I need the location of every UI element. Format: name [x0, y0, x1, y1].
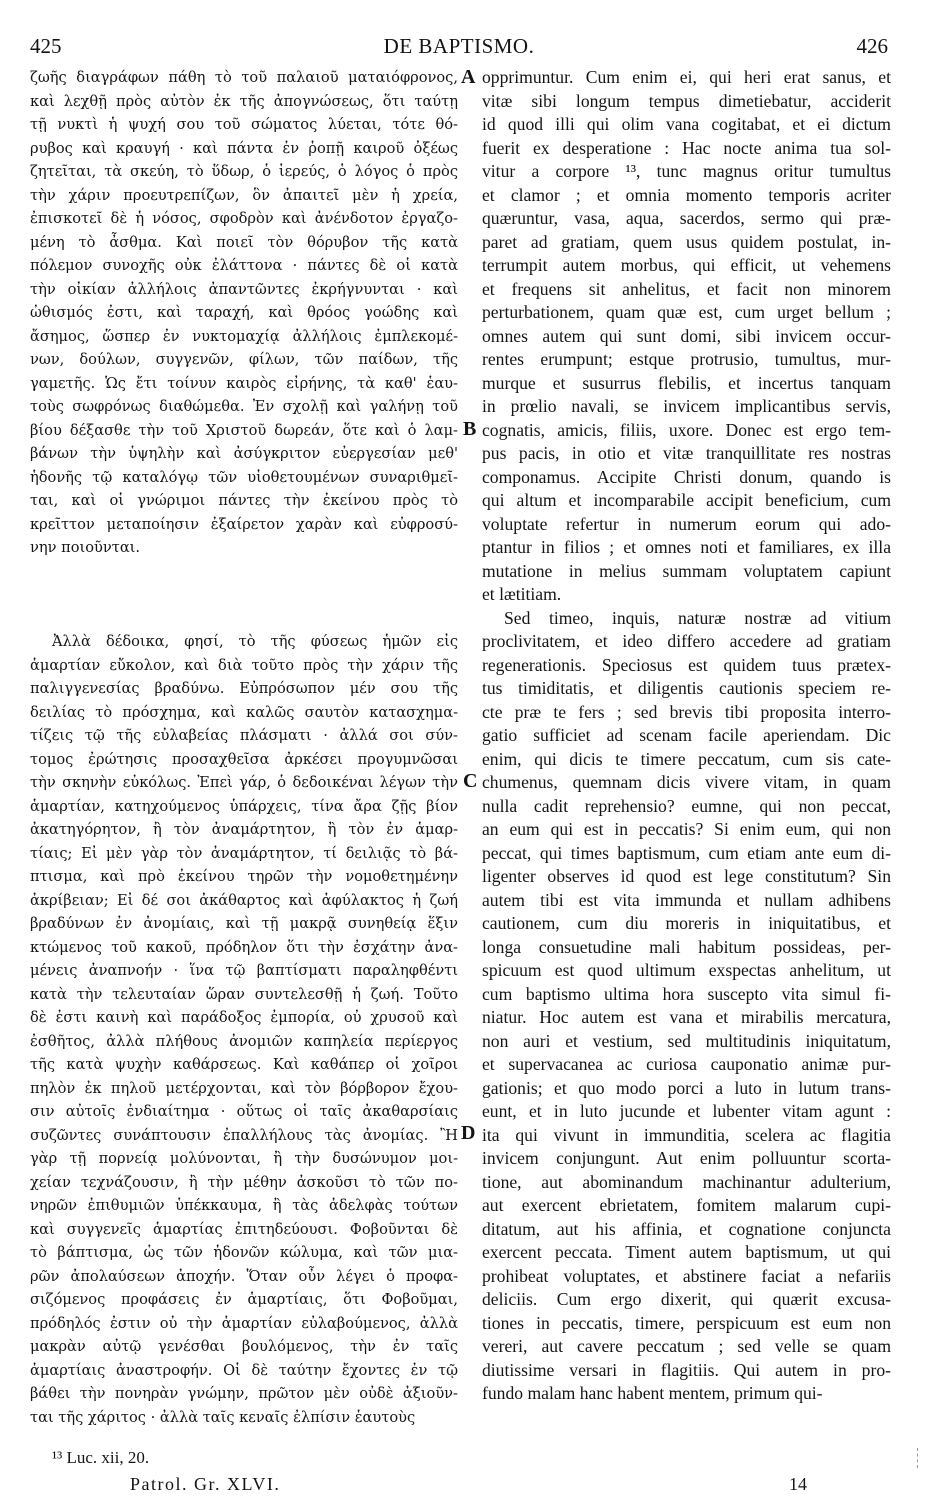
greek-text-line: ὠθισμός ἐστι, καὶ ταραχή, καὶ θρόος γοώδης καὶ — [30, 304, 458, 321]
section-marker-b: B — [463, 418, 477, 440]
latin-text-line: cognatis, amicis, filiis, uxore. Donec est ergo tem- — [482, 419, 891, 440]
footer-series: Patrol. Gr. XLVI. — [130, 1474, 281, 1494]
latin-text-line: mutatione in melius summam voluptatem capiunt — [482, 560, 891, 581]
greek-text-line: γαμετῆς. Ὡς ἔτι τοίνυν καιρὸς εἰρήνης, τὰ καθ' ἑαυ- — [30, 374, 458, 392]
greek-text-line: κατὰ τὴν τελευταίαν ὥραν συντελεσθῇ ἡ ζωή. Τοῦτο — [30, 985, 458, 1003]
latin-text-line: rentes erumpunt; estque protrusio, tumultus, mur- — [482, 349, 891, 369]
latin-text-line: perturbationem, quam quæ est, cum urget bellum ; — [482, 302, 891, 322]
latin-text-line: diutissime versari in flagitiis. Qui autem in pro- — [482, 1359, 891, 1380]
latin-text-line: cte præ te fers ; sed brevis tibi proposita interro- — [482, 701, 891, 722]
paragraph-gap — [30, 560, 458, 584]
latin-text-line: terrumpit autem morbus, qui efficit, ut vehemens — [482, 255, 891, 275]
greek-text-line: νηρῶν ἐπιθυμιῶν ὑπέκκαυμα, ἢ τὰς ἀδελφὰς τούτων — [30, 1197, 458, 1214]
greek-text-line: κτώμενος τοῦ κακοῦ, πρόδηλον ὅτι τὴν ἐσχάτην ἀνα- — [30, 938, 458, 956]
greek-text-line: τίζεις τῷ τῆς εὐλαβείας πλάσματι · ἀλλά σοι σύν- — [30, 727, 458, 744]
greek-text-line: ρῶν ἀπολαύσεων ἀποχήν. Ὅταν οὖν λέγει ὁ προφα- — [30, 1267, 458, 1285]
latin-column — [482, 66, 891, 1406]
greek-text-line: μένη τὸ ἆσθμα. Καὶ ποιεῖ τὸν θόρυβον τῆς κατὰ — [30, 233, 458, 251]
latin-text-line: aut exercent ebrietatem, fomitem malarum cupi- — [482, 1195, 891, 1215]
latin-text-line: exercent peccata. Timent autem baptismum, ut qui — [482, 1242, 891, 1262]
greek-text-line: σιζόμενος προφάσεις ἐν ἁμαρτίαις, ὅτι Φοβοῦμαι, — [30, 1291, 458, 1308]
greek-text-line: ζητεῖται, τὰ σκεύη, τὸ ὕδωρ, ὁ ἱερεύς, ὁ λόγος ὁ πρὸς — [30, 163, 458, 180]
latin-text-line: cum baptismo ultima hora suscepto vita simul fi- — [482, 983, 891, 1004]
section-marker-a: A — [461, 66, 476, 88]
greek-text-line: τῆς κατὰ ψυχὴν καθάρσεως. Καὶ καθάπερ οἱ χοῖροι — [30, 1056, 458, 1073]
greek-text-line: ζωῆς διαγράφων πάθη τὸ τοῦ παλαιοῦ ματαιόφρονος, — [30, 69, 458, 86]
latin-text-line: longa consuetudine mali habitum possideas, per- — [482, 936, 891, 957]
latin-text-line: et supervacanea ac curiosa cauponatio animæ pur- — [482, 1054, 891, 1074]
greek-text-line: τὸ βάπτισμα, ὡς τῶν ἡδονῶν κώλυμα, καὶ τῶν μια- — [30, 1244, 458, 1261]
greek-text-line: νων, δούλων, συγγενῶν, φίλων, τῶν παίδων, τῆς — [30, 351, 458, 368]
latin-text-line: quæruntur, vasa, aqua, sacerdos, sermo qui præ- — [482, 208, 891, 228]
latin-text-line: an eum qui est in peccatis? Si enim eum, qui non — [482, 819, 891, 839]
running-header — [30, 34, 888, 64]
greek-text-line: ἁμαρτίαις ἀναστροφήν. Οἱ δὲ ταύτην ἔχοντες ἐν τῷ — [30, 1361, 458, 1379]
section-marker-c: C — [463, 770, 478, 792]
greek-text-line: τὴν οἰκίαν ἀλλήλοις ἀπαντῶντες ἐκρήγνυνται · καὶ — [30, 280, 458, 298]
latin-text-line: vitæ sibi longum tempus dimetiebatur, acciderit — [482, 90, 891, 111]
greek-text-line: κρεῖττον μεταποίησιν ἐξαίρετον χαρὰν καὶ εὐφροσύ- — [30, 515, 458, 533]
greek-text-line: ἁμαρτίαν, κατηχούμενος ὑπάρχεις, τίνα ἄρα ζῇς βίον — [30, 797, 458, 815]
greek-text-line: πόλεμον συνοχῆς οὐκ ἐλάττονα · πάντες δὲ οἱ κατὰ — [30, 257, 458, 274]
latin-text-line: voluptate refertur in numerum eorum qui ado- — [482, 513, 891, 534]
latin-text-line: tus timiditatis, et diligentis cautionis speciem re- — [482, 678, 891, 698]
greek-text-line: ρυβος καὶ κραυγή · καὶ πάντα ἐν ῥοπῇ καιροῦ ὀξέως — [30, 139, 458, 157]
latin-text-line: cautionem, cum diu moreris in iniquitatibus, et — [482, 913, 891, 933]
latin-text-line: invicem conjungunt. Aut enim polluuntur scorta- — [482, 1148, 891, 1168]
greek-text-line: ἐσθῆτος, ἀλλὰ πλήθους ἀνομιῶν καπηλεία περίεργος — [30, 1032, 458, 1050]
greek-text-line: βάνων τὴν ὑψηλὴν καὶ ἀσύγκριτον εὐεργεσίαν μεθ' — [30, 445, 458, 462]
latin-text-line: paret ad gratiam, quem usus quidem postulat, in- — [482, 231, 891, 252]
greek-text-line: πηλὸν ἐκ πηλοῦ μετέρχονται, καὶ τὸν βόρβορον ἔχου- — [30, 1079, 458, 1097]
greek-text-line: βίου δέξασθε τὴν τοῦ Χριστοῦ δωρεάν, ὅτε καὶ ὁ λαμ- — [30, 421, 458, 439]
latin-text-line: vitur a corpore ¹³, tunc magnus oritur tumultus — [482, 161, 891, 181]
footnote: ¹³ Luc. xii, 20. — [52, 1448, 150, 1467]
latin-text-line: ditatum, aut his affinia, et cognatione conjuncta — [482, 1218, 891, 1239]
latin-text-line: proclivitatem, et ideo differo accedere ad gratiam — [482, 631, 891, 651]
greek-text-line: ται, καὶ οἱ γνώριμοι πάντες τὴν ἐκείνου πρὸς τὸ — [30, 492, 458, 509]
greek-text-line: πτισμα, καὶ πρὸ ἐκείνου τηρῶν τὴν νομοθετημένην — [30, 868, 458, 885]
greek-text-line: τὴν χάριν προευτρεπίζων, ὃν ἀπαιτεῖ μὲν ἡ χρεία, — [30, 186, 458, 204]
latin-text-line: componamus. Accipite Christi donum, quando is — [482, 466, 891, 487]
latin-text-line: Sed timeo, inquis, naturæ nostræ ad vitium — [504, 607, 891, 628]
latin-text-line: qui altum et incomparabile accipit beneficium, cum — [482, 490, 891, 510]
latin-text-line: id quod illi qui olim vana cogitabat, et ei dictum — [482, 114, 891, 134]
greek-text-line: γὰρ τῇ πορνείᾳ μολύνονται, ἢ τὴν δυσώνυμον μοι- — [30, 1150, 458, 1167]
latin-text-line: autem tibi est vita immunda et nullam adhibens — [482, 889, 891, 910]
latin-text-line: gatio sufficiet ad scenam facile aperiendam. Dic — [482, 725, 891, 745]
latin-text-line: et frequens sit anhelitus, et facit non minorem — [482, 278, 891, 299]
latin-text-line: enim, qui dicis te timere peccatum, cum sis cate- — [482, 748, 891, 769]
greek-text-line: μακρὰν αὐτῷ γενέσθαι βουλόμενος, τὴν ἐν ταῖς — [30, 1338, 458, 1355]
footer-signature: 14 — [789, 1474, 807, 1494]
latin-text-line: spicuum est quod ultimum exspectas anhelitum, ut — [482, 960, 891, 980]
latin-text-line: nulla cadit reprehensio? eumne, qui non peccat, — [482, 795, 891, 816]
greek-text-line: ἁμαρτίαν εὔκολον, καὶ διὰ τοῦτο πρὸς τὴν χάριν τῆς — [30, 656, 458, 674]
latin-text-line: omnes autem qui sunt domi, sibi invicem occur- — [482, 325, 891, 346]
greek-text-line: ἡδονῆς τῷ καταλόγῳ τῶν υἱοθετουμένων συναριθμεῖ- — [30, 468, 458, 486]
latin-text-line: prohibeat voluptates, et abstinere faciat a nefariis — [482, 1265, 891, 1286]
edge-mark — [917, 1448, 920, 1468]
latin-text-line: pus pacis, in otio et vitæ tranquillitate res nostras — [482, 443, 891, 463]
greek-text-line: καὶ συγγενεῖς ἁμαρτίας ἐπιτηδεύουσι. Φοβοῦνται δὲ — [30, 1220, 458, 1238]
latin-text-line: fuerit ex desperatione : Hac nocte anima tua sol- — [482, 137, 891, 158]
greek-text-line: ἀκατηγόρητον, ἢ τὸν ἀναμάρτητον, ἢ τὸν ἐν ἁμαρ- — [30, 821, 458, 838]
latin-text-line: peccat, qui times baptismum, cum etiam ante eum di- — [482, 842, 891, 863]
greek-text-line: τῇ νυκτὶ ἡ ψυχή σου τοῦ σώματος λύεται, τότε θό- — [30, 116, 458, 133]
greek-text-line: συζῶντες συνάπτουσιν ἐπαλλήλους τὰς ἀνομίας. Ἢ — [30, 1126, 458, 1144]
greek-text-line: τομος ἐρώτησις προσαχθεῖσα ἀρκέσει προγυμνῶσαι — [30, 750, 458, 768]
page-number-right: 426 — [856, 34, 888, 58]
greek-text-line: πρόδηλός ἐστιν οὐ τὴν ἁμαρτίαν εὐλαβούμενος, ἀλλὰ — [30, 1314, 458, 1332]
latin-text-line: gationis; et quo modo porci a luto in lutum trans- — [482, 1077, 891, 1098]
greek-text-line: δὲ ἐστι καινὴ καὶ παράδοξος ἐμπορία, οὐ χρυσοῦ καὶ — [30, 1009, 458, 1026]
latin-text-line: ptantur in filios ; et omnes noti et familiares, ex illa — [482, 537, 891, 557]
latin-text-line: vereri, aut cavere peccatum ; sed velle se quam — [482, 1336, 891, 1356]
greek-text-line: Ἀλλὰ δέδοικα, φησί, τὸ τῆς φύσεως ἡμῶν εἰς — [52, 633, 458, 650]
greek-text-line: τὴν σκηνὴν εὐκόλως. Ἐπεὶ γάρ, ὁ δεδοικέναι λέγων τὴν — [30, 774, 458, 791]
latin-text-line: opprimuntur. Cum enim ei, qui heri erat sanus, et — [482, 67, 891, 87]
greek-text-line: τίαις; Εἰ μὲν γὰρ τὸν ἀναμάρτητον, τί δειλιᾷς τὸ βά- — [30, 844, 458, 862]
running-title: DE BAPTISMO. — [383, 34, 535, 58]
latin-text-line: niatur. Hoc autem est vana et mirabilis mercatura, — [482, 1007, 891, 1027]
greek-text-line: καὶ λεχθῇ πρὸς αὐτὸν ἐκ τῆς ἀπογνώσεως, ὅτι ταύτῃ — [30, 92, 458, 110]
greek-text-line: τοὺς σωφρόνως διαθώμεθα. Ἐν σχολῇ καὶ γαλήνῃ τοῦ — [30, 398, 458, 415]
paragraph-gap — [30, 607, 458, 631]
latin-text-line: in prœlio navali, se invicem implicantibus servis, — [482, 396, 891, 416]
latin-text-line: tiones in peccatis, timere, perspicuum est eum non — [482, 1312, 891, 1333]
latin-text-line: deliciis. Cum ergo dixerit, qui quærit excusa- — [482, 1289, 891, 1309]
latin-text-line: ita qui vivunt in immunditia, scelera ac flagitia — [482, 1124, 891, 1145]
greek-text-line: ἐπισκοτεῖ δὲ ἡ νόσος, σφοδρὸν καὶ ἀνένδοτον ἐργαζο- — [30, 210, 458, 227]
latin-text-line: et clamor ; et omnia momento temporis acriter — [482, 184, 891, 205]
latin-text-line: tione, aut abominandum machinantur adulterium, — [482, 1171, 891, 1192]
greek-text-line: μένεις ἀναπνοήν · ἵνα τῷ βαπτίσματι παραληφθέντι — [30, 962, 458, 979]
greek-text-line: ται τῆς χάριτος · ἀλλὰ ταῖς κεναῖς ἐλπίσιν ἑαυτοὺς — [30, 1408, 416, 1426]
latin-text-line: chumenus, quemnam dicis vivere vitam, in quam — [482, 772, 891, 792]
greek-text-line: χείαν τεχνάζουσιν, ἢ τὴν μέθην ἀσκοῦσι τὸ τῶν πο- — [30, 1173, 458, 1191]
latin-text-line: ligenter observes id quod est lege constitutum? Sin — [482, 866, 891, 886]
latin-text-line: murque et susurrus flebilis, et incertus tanquam — [482, 372, 891, 393]
greek-text-line: παλιγγενεσίας βραδύνω. Εὐπρόσωπον μέν σου τῆς — [30, 680, 458, 697]
greek-column — [30, 66, 458, 1429]
greek-text-line: σιν αὐτοῖς ἐνδιαίτημα · οὕτως οἱ ταῖς ἀκαθαρσίαις — [30, 1103, 458, 1120]
section-marker-d: D — [461, 1122, 476, 1144]
paragraph-gap — [30, 583, 458, 607]
latin-text-line: eunt, et in luto jucunde et lubenter vitam agunt : — [482, 1101, 891, 1121]
latin-text-line: fundo malam hanc habent mentem, primum qui- — [482, 1383, 823, 1403]
greek-text-line: βάθει τὴν πονηρὰν γνώμην, πρῶτον μὲν οὐδὲ ἀξιοῦν- — [30, 1385, 458, 1402]
greek-text-line: ἄσημος, ὥσπερ ἐν νυκτομαχίᾳ ἀλλήλοις ἐμπλεκομέ- — [30, 327, 458, 345]
greek-text-line: νην ποιοῦνται. — [30, 539, 141, 556]
latin-text-line: et lætitiam. — [482, 584, 562, 604]
latin-text-line: non auri et vestium, sed multitudinis iniquitatum, — [482, 1030, 891, 1051]
greek-text-line: δειλίας τὸ πρόσχημα, καὶ καλῶς σαυτὸν κατασχημα- — [30, 703, 458, 721]
latin-text-line: regenerationis. Speciosus est quidem tuus prætex- — [482, 654, 891, 675]
greek-text-line: ἀκρίβειαν; Εἰ δέ σοι ἀκάθαρτος καὶ ἀφύλακτος ἡ ζωή — [30, 891, 458, 909]
page-number-left: 425 — [30, 34, 62, 58]
greek-text-line: βραδύνων ἐν ἀνομίαις, καὶ τῇ μακρᾷ συνηθείᾳ ἕξιν — [30, 915, 458, 932]
